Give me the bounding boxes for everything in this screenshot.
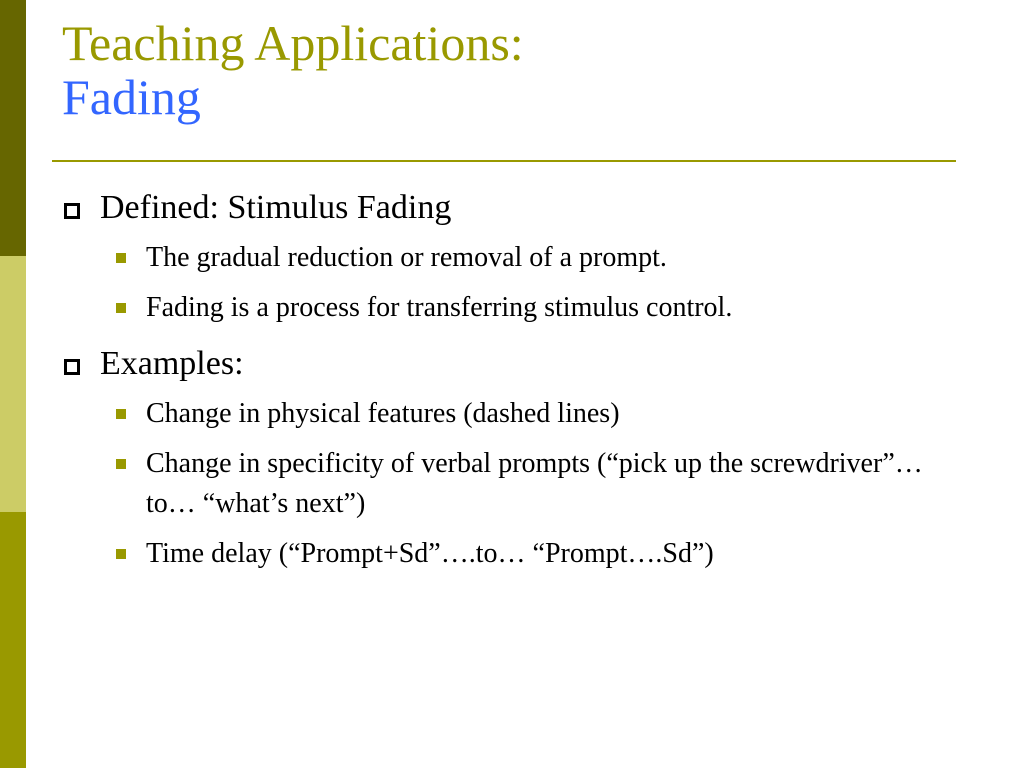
hollow-square-bullet-icon bbox=[64, 359, 80, 375]
slide-title-line2: Fading bbox=[62, 69, 201, 125]
filled-square-bullet-icon bbox=[116, 409, 126, 419]
bullet-defined bbox=[62, 186, 962, 230]
sub-bullet-text: Change in specificity of verbal prompts (“pick up the screwdriver”…to… “what’s next”) bbox=[146, 448, 923, 519]
hollow-square-bullet-icon bbox=[64, 203, 80, 219]
sidebar-segment-dark bbox=[0, 0, 26, 256]
slide-title-line1: Teaching Applications: bbox=[62, 15, 524, 71]
sub-bullet-defined-2 bbox=[62, 288, 962, 328]
sub-bullet-examples-2 bbox=[62, 444, 962, 524]
sidebar-segment-mid bbox=[0, 512, 26, 768]
sub-bullet-examples-1 bbox=[62, 394, 962, 434]
sub-bullet-text: Change in physical features (dashed lines) bbox=[146, 398, 620, 429]
sub-bullet-text: Fading is a process for transferring stimulus control. bbox=[146, 292, 733, 323]
sub-bullet-examples-3 bbox=[62, 534, 962, 574]
sub-bullet-text: Time delay (“Prompt+Sd”….to… “Prompt….Sd”) bbox=[146, 538, 714, 569]
filled-square-bullet-icon bbox=[116, 459, 126, 469]
bullet-examples bbox=[62, 342, 962, 386]
sub-bullet-defined-1 bbox=[62, 238, 962, 278]
slide-title bbox=[62, 16, 524, 124]
filled-square-bullet-icon bbox=[116, 303, 126, 313]
sub-bullet-text: The gradual reduction or removal of a prompt. bbox=[146, 242, 667, 273]
title-divider bbox=[52, 160, 956, 162]
slide-body bbox=[62, 186, 962, 584]
sidebar-segment-light bbox=[0, 256, 26, 512]
filled-square-bullet-icon bbox=[116, 549, 126, 559]
filled-square-bullet-icon bbox=[116, 253, 126, 263]
bullet-defined-text: Defined: Stimulus Fading bbox=[100, 189, 452, 226]
bullet-examples-text: Examples: bbox=[100, 345, 244, 382]
